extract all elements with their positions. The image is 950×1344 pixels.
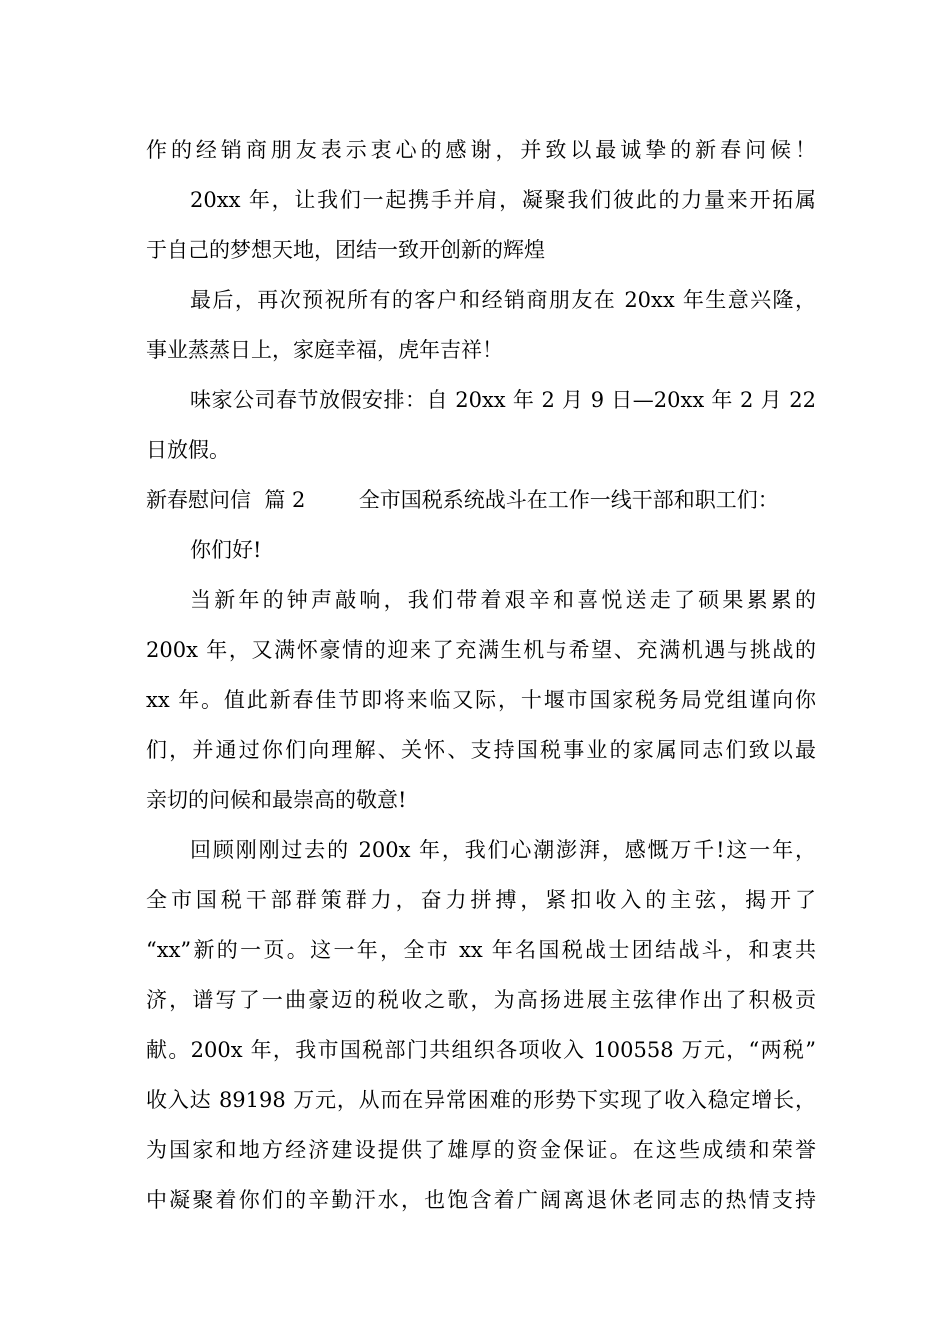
text-line: 20xx 年，让我们一起携手并肩，凝聚我们彼此的力量来开拓属 (190, 188, 816, 212)
section-heading: 新春慰问信 篇 2 全市国税系统战斗在工作一线干部和职工们： (146, 488, 779, 512)
text-line: 济，谱写了一曲豪迈的税收之歌，为高扬进展主弦律作出了积极贡 (146, 988, 816, 1012)
text-line: 作的经销商朋友表示衷心的感谢，并致以最诚挚的新春问候！ (146, 138, 816, 162)
text-line: “xx”新的一页。这一年，全市 xx 年名国税战士团结战斗，和衷共 (146, 938, 816, 962)
text-line: 亲切的问候和最崇高的敬意! (146, 788, 407, 812)
text-line: 收入达 89198 万元，从而在异常困难的形势下实现了收入稳定增长， (146, 1088, 816, 1112)
text-line: 全市国税干部群策群力，奋力拼搏，紧扣收入的主弦，揭开了 (146, 888, 816, 912)
text-line: 们，并通过你们向理解、关怀、支持国税事业的家属同志们致以最 (146, 738, 816, 762)
text-line: 回顾刚刚过去的 200x 年，我们心潮澎湃，感慨万千!这一年， (190, 838, 816, 862)
text-line: 味家公司春节放假安排：自 20xx 年 2 月 9 日—20xx 年 2 月 22 (190, 388, 816, 412)
text-line: 于自己的梦想天地，团结一致开创新的辉煌 (146, 238, 545, 262)
text-line: 200x 年，又满怀豪情的迎来了充满生机与希望、充满机遇与挑战的 (146, 638, 816, 662)
text-line: xx 年。值此新春佳节即将来临又际，十堰市国家税务局党组谨向你 (146, 688, 816, 712)
text-line: 事业蒸蒸日上，家庭幸福，虎年吉祥！ (146, 338, 503, 362)
text-line: 日放假。 (146, 438, 230, 462)
text-line: 为国家和地方经济建设提供了雄厚的资金保证。在这些成绩和荣誉 (146, 1138, 816, 1162)
greeting: 你们好! (190, 538, 262, 562)
text-line: 中凝聚着你们的辛勤汗水，也饱含着广阔离退休老同志的热情支持 (146, 1188, 816, 1212)
text-line: 献。200x 年，我市国税部门共组织各项收入 100558 万元，“两税” (146, 1038, 816, 1062)
text-line: 当新年的钟声敲响，我们带着艰辛和喜悦送走了硕果累累的 (190, 588, 816, 612)
text-line: 最后，再次预祝所有的客户和经销商朋友在 20xx 年生意兴隆， (190, 288, 816, 312)
